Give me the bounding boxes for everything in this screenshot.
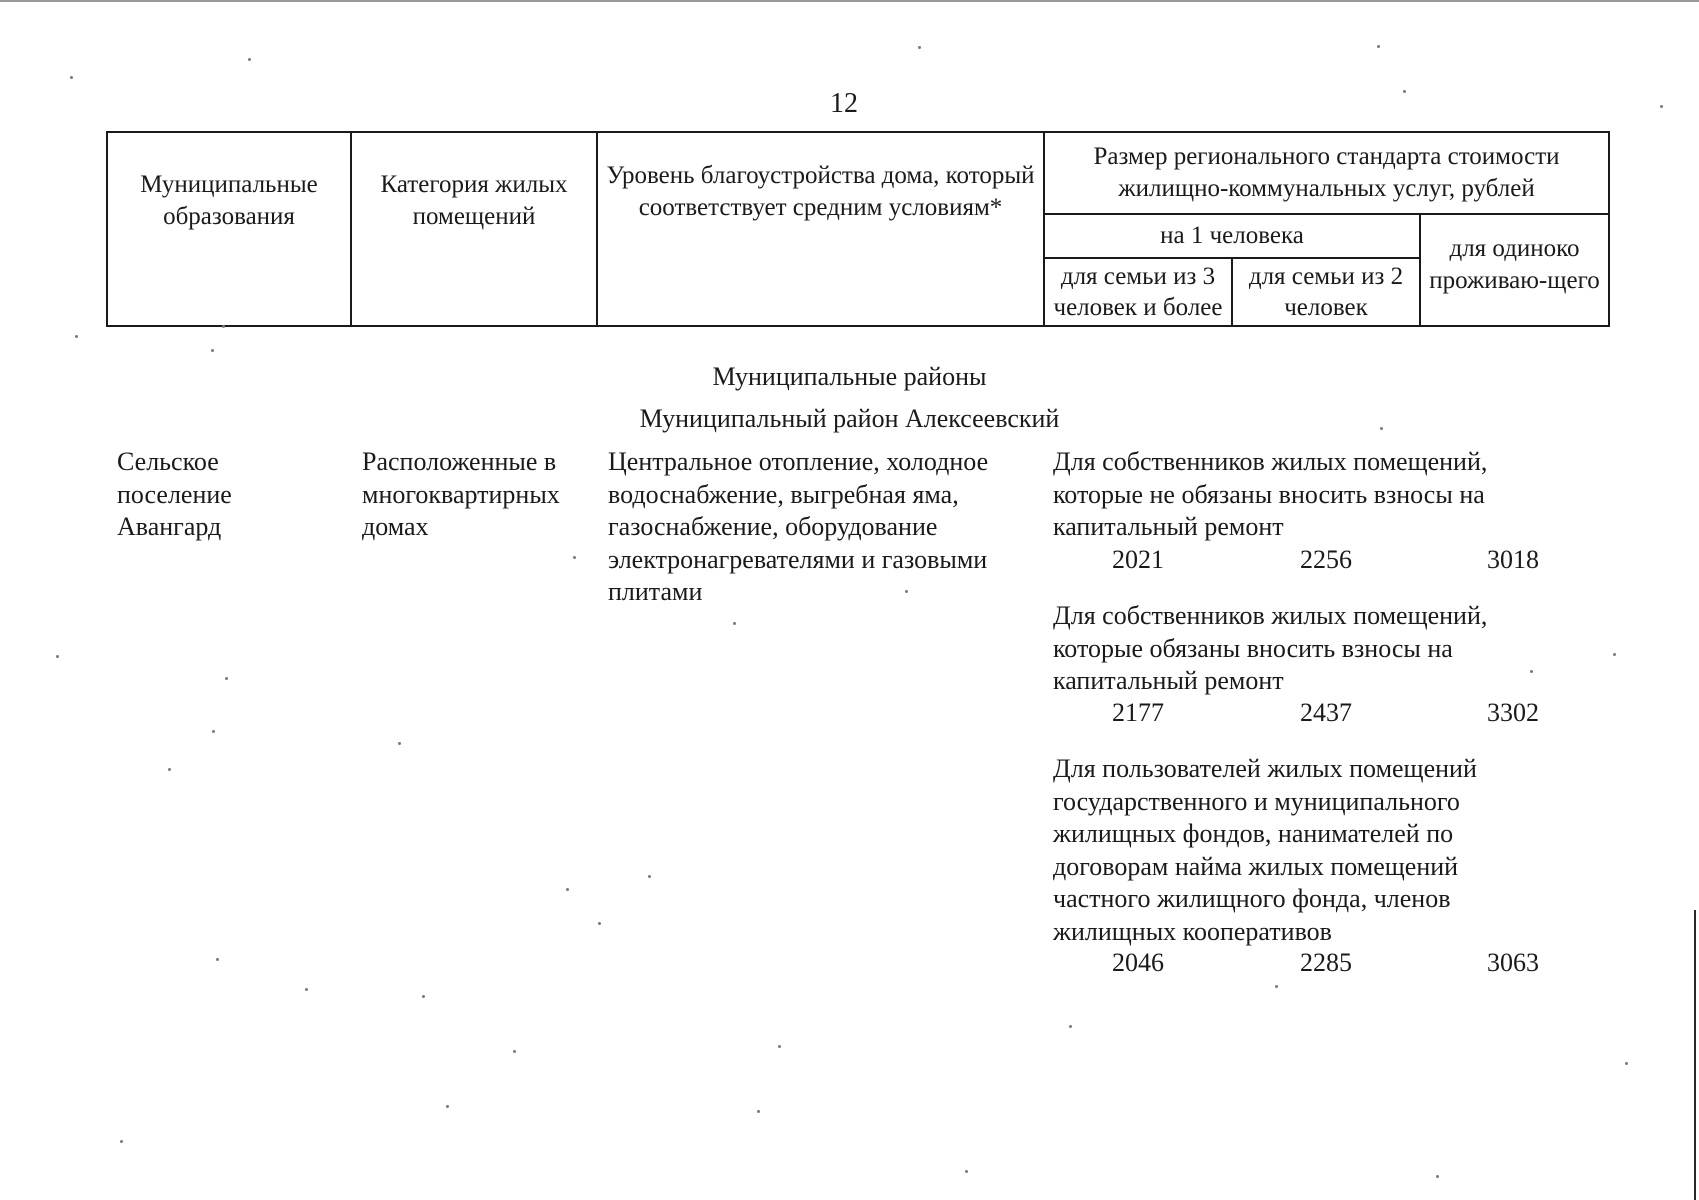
level-line: электронагревателями и газовыми xyxy=(608,544,988,574)
group-2-value-family-3plus: 2177 xyxy=(1112,698,1164,727)
group-label-line: государственного и муниципального xyxy=(1053,786,1460,816)
group-2-value-single: 3302 xyxy=(1487,698,1539,727)
group-1-value-single: 3018 xyxy=(1487,545,1539,574)
group-3-value-family-2: 2285 xyxy=(1300,948,1352,977)
scan-speck xyxy=(648,875,651,878)
scan-speck xyxy=(918,46,921,49)
scan-speck xyxy=(1403,90,1406,93)
group-label-line: капитальный ремонт xyxy=(1053,512,1284,541)
scan-speck xyxy=(225,677,228,680)
group-2-value-family-2: 2437 xyxy=(1300,698,1352,727)
header-family-2: для семьи из 2 человек xyxy=(1232,258,1420,326)
group-label-line: Для собственников жилых помещений, xyxy=(1053,447,1488,476)
scan-speck xyxy=(212,730,215,733)
scan-speck xyxy=(168,768,171,771)
group-label-line: частного жилищного фонда, членов xyxy=(1053,884,1451,913)
category-cell xyxy=(362,446,560,544)
level-line: водоснабжение, выгребная яма, xyxy=(608,479,959,509)
scan-speck xyxy=(56,655,59,658)
category-line: Расположенные в xyxy=(362,447,557,476)
scan-speck xyxy=(1436,1175,1439,1178)
scan-speck xyxy=(211,349,214,352)
settlement-line: Сельское xyxy=(117,447,219,476)
group-1-label xyxy=(1053,446,1487,544)
scan-speck xyxy=(1377,45,1380,48)
group-label-line: договорам найма жилых помещений xyxy=(1053,851,1459,881)
page-top-edge xyxy=(0,0,1699,2)
header-family-3plus: для семьи из 3 человек и более xyxy=(1044,258,1232,326)
group-label-line: Для собственников жилых помещений, xyxy=(1053,601,1488,630)
scan-speck xyxy=(1275,985,1278,988)
header-housing-category: Категория жилых помещений xyxy=(351,132,597,326)
group-3-value-single: 3063 xyxy=(1487,948,1539,977)
header-per-person: на 1 человека xyxy=(1044,214,1420,258)
scan-speck xyxy=(965,1170,968,1173)
group-label-line: которые обязаны вносить взносы на xyxy=(1053,633,1453,663)
level-line: Центральное отопление, холодное xyxy=(608,447,989,476)
group-2-label xyxy=(1053,600,1487,698)
scan-speck xyxy=(446,1105,449,1108)
header-improvement-level-line1: Уровень благоустройства дома, который xyxy=(606,162,1035,189)
header-single-resident: для одиноко проживаю-щего xyxy=(1420,214,1609,326)
scan-speck xyxy=(70,76,73,79)
page-number: 12 xyxy=(830,88,858,119)
scan-speck xyxy=(757,1110,760,1113)
scan-speck xyxy=(1530,670,1533,673)
group-label-line: которые не обязаны вносить взносы на xyxy=(1053,479,1485,509)
settlement-cell xyxy=(117,446,232,544)
category-line: многоквартирных xyxy=(362,479,560,509)
section-district-name: Муниципальный район Алексеевский xyxy=(639,404,1060,433)
scan-speck xyxy=(75,335,78,338)
scan-speck xyxy=(598,922,601,925)
level-line: плитами xyxy=(608,577,703,606)
scan-speck xyxy=(1625,1062,1628,1065)
scan-speck xyxy=(778,1045,781,1048)
scan-speck xyxy=(422,995,425,998)
improvement-level-cell xyxy=(608,446,988,609)
scan-speck xyxy=(398,742,401,745)
scan-edge-line xyxy=(1694,910,1696,1200)
group-1-value-family-2: 2256 xyxy=(1300,545,1352,574)
group-3-value-family-3plus: 2046 xyxy=(1112,948,1164,977)
group-1-value-family-3plus: 2021 xyxy=(1112,545,1164,574)
table-header xyxy=(106,131,1610,327)
scan-speck xyxy=(513,1050,516,1053)
header-municipalities: Муниципальные образования xyxy=(107,132,351,326)
scan-speck xyxy=(216,958,219,961)
scan-speck xyxy=(566,888,569,891)
group-label-line: капитальный ремонт xyxy=(1053,666,1284,695)
settlement-line: Авангард xyxy=(117,512,222,541)
scan-speck xyxy=(1380,427,1383,430)
scan-speck xyxy=(573,556,576,559)
group-label-line: жилищных кооперативов xyxy=(1053,916,1332,946)
scan-speck xyxy=(305,988,308,991)
scan-speck xyxy=(733,622,736,625)
header-standard-size: Размер регионального стандарта стоимости жилищно-коммунальных услуг, рублей xyxy=(1044,132,1609,214)
category-line: домах xyxy=(362,512,429,541)
group-label-line: Для пользователей жилых помещений xyxy=(1053,754,1477,783)
group-label-line: жилищных фондов, нанимателей по xyxy=(1053,819,1454,848)
header-improvement-level-line2: соответствует средним условиям* xyxy=(638,194,1003,221)
scan-speck xyxy=(1660,105,1663,108)
scan-speck xyxy=(248,58,251,61)
scan-speck xyxy=(1613,653,1616,656)
level-line: газоснабжение, оборудование xyxy=(608,512,938,541)
scan-speck xyxy=(1069,1025,1072,1028)
header-improvement-level xyxy=(597,132,1044,326)
settlement-line: поселение xyxy=(117,479,232,509)
scan-speck xyxy=(222,325,225,328)
group-3-label xyxy=(1053,753,1477,948)
scan-speck xyxy=(120,1140,123,1143)
section-municipal-districts: Муниципальные районы xyxy=(712,362,987,391)
scan-speck xyxy=(905,590,908,593)
